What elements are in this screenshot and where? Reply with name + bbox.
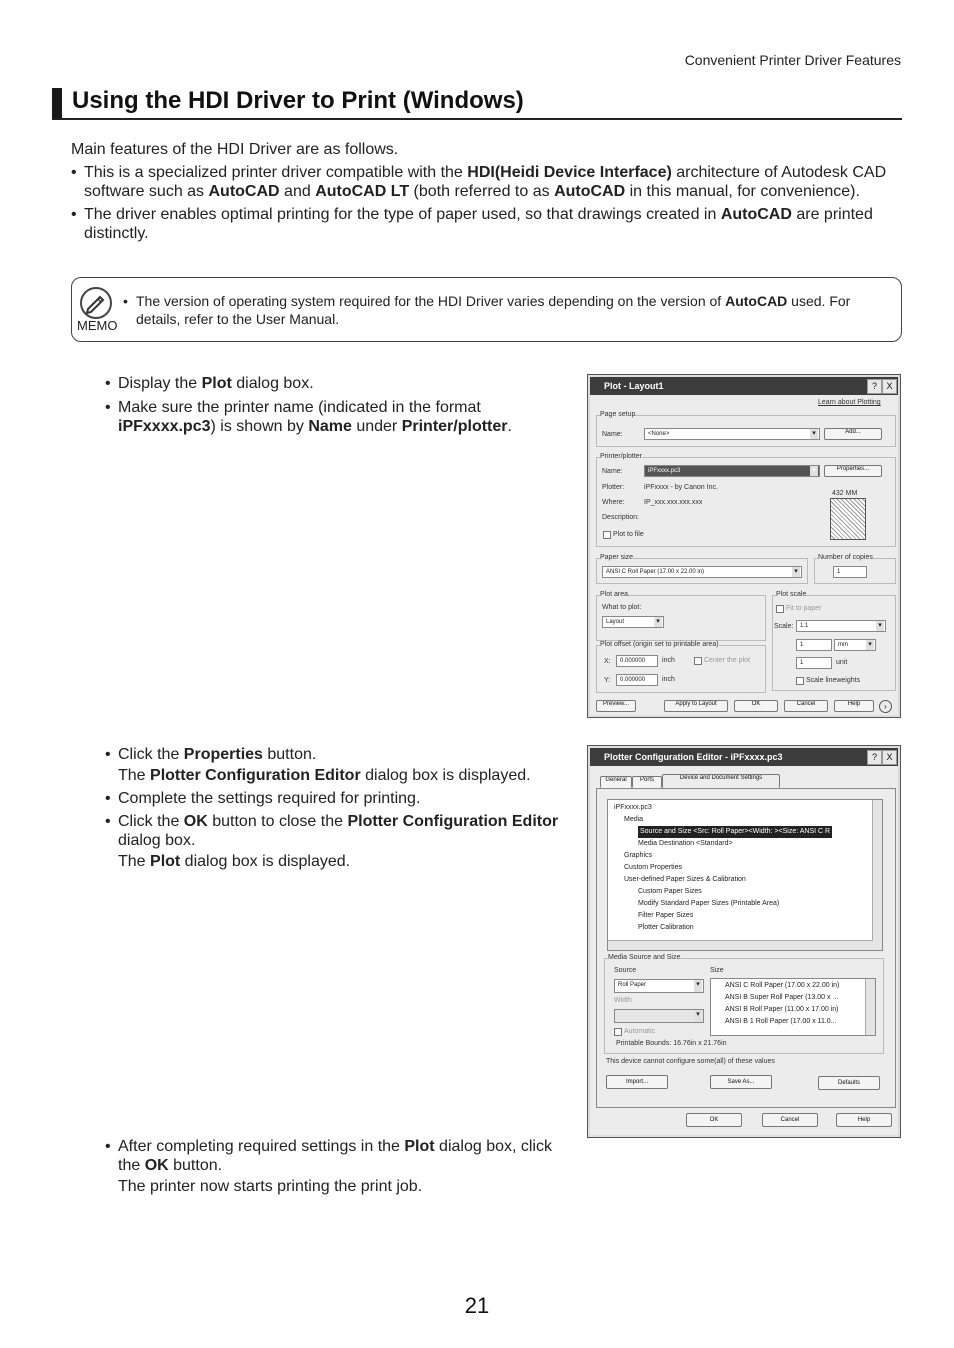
learn-link[interactable]: Learn about Plotting [818, 399, 881, 406]
size-item[interactable]: ANSI B Super Roll Paper (13.00 x ... [725, 994, 839, 1001]
size-item[interactable]: ANSI B Roll Paper (11.00 x 17.00 in) [725, 1006, 839, 1013]
printer-name-select[interactable]: iPFxxxx.pc3 ▾ [644, 465, 820, 477]
page-setup-name-label: Name: [602, 431, 623, 438]
step2-bullet-3-result: The Plot dialog box is displayed. [118, 853, 351, 870]
printer-plotter-label: Printer/plotter [600, 453, 643, 460]
scale-lineweights-label: Scale lineweights [806, 677, 861, 684]
what-to-plot-label: What to plot: [602, 604, 642, 611]
size-list-scrollbar[interactable] [865, 979, 875, 1035]
preview-button[interactable]: Preview... [596, 700, 636, 712]
printer-name-label: Name: [602, 468, 623, 475]
cannot-configure-note: This device cannot configure some(all) of these values [606, 1058, 775, 1065]
plot-to-file-checkbox[interactable] [603, 531, 611, 539]
plot-scale-label: Plot scale [776, 591, 807, 598]
width-select [614, 1009, 704, 1023]
plot-area-label: Plot area [600, 591, 629, 598]
plotter-config-editor-screenshot [587, 745, 901, 1138]
running-head: Convenient Printer Driver Features [684, 52, 901, 68]
intro-lead: Main features of the HDI Driver are as follows. [71, 141, 399, 158]
defaults-button[interactable]: Defaults [818, 1076, 880, 1090]
unit-label: unit [836, 659, 848, 666]
center-plot-label: Center the plot [704, 657, 750, 664]
step2-bullet-1: • Click the Properties button. [105, 745, 565, 764]
plot-to-file-label: Plot to file [613, 531, 644, 538]
fit-to-paper-checkbox[interactable] [776, 605, 784, 613]
help-dialog-button[interactable]: Help [834, 700, 874, 712]
automatic-checkbox [614, 1028, 622, 1036]
tree-item-graphics[interactable]: Graphics [624, 852, 653, 859]
scale-denominator-input[interactable]: 1 [796, 657, 832, 669]
save-as-button[interactable]: Save As... [710, 1075, 772, 1089]
add-button[interactable]: Add... [824, 428, 882, 440]
tree-item-plotter-calibration[interactable]: Plotter Calibration [638, 924, 694, 931]
size-label: Size [710, 967, 724, 974]
step2-bullet-1-result: The Plotter Configuration Editor dialog box is displayed. [118, 767, 531, 784]
scale-select[interactable]: 1:1 ▾ [796, 620, 886, 632]
step2-text [105, 745, 565, 871]
plotter-value: iPFxxxx - by Canon Inc. [644, 484, 718, 491]
center-plot-checkbox[interactable] [694, 657, 702, 665]
y-offset-input[interactable]: 0.000000 [616, 674, 658, 686]
step3-result: The printer now starts printing the print job. [118, 1178, 423, 1195]
pce-help-button[interactable]: ? [867, 750, 882, 765]
page-setup-name-select[interactable]: <None> ▾ [644, 428, 820, 440]
scale-unit-select[interactable]: mm ▾ [834, 639, 876, 651]
cancel-button[interactable]: Cancel [784, 700, 828, 712]
x-offset-unit: inch [662, 657, 675, 664]
printable-bounds: Printable Bounds: 16.76in x 21.76in [616, 1040, 727, 1047]
step2-bullet-3: • Click the OK button to close the Plotter Configuration Editor dialog box. [105, 812, 565, 850]
y-offset-unit: inch [662, 676, 675, 683]
scale-lineweights-checkbox[interactable] [796, 677, 804, 685]
title-accent-bar [52, 88, 62, 118]
tree-item-media[interactable]: Media [624, 816, 644, 823]
what-to-plot-select[interactable]: Layout ▾ [602, 616, 664, 628]
tree-item-source-size[interactable]: Source and Size <Src: Roll Paper><Width: ><Size: ANSI C R [638, 826, 832, 838]
step3-bullet: • After completing required settings in the Plot dialog box, click the OK button. [105, 1137, 565, 1175]
x-offset-input[interactable]: 0.000000 [616, 655, 658, 667]
expand-arrow-icon[interactable]: › [879, 700, 892, 713]
source-label: Source [614, 967, 637, 974]
automatic-label: Automatic [624, 1028, 656, 1035]
tree-item-modify-standard[interactable]: Modify Standard Paper Sizes (Printable Area) [638, 900, 780, 907]
size-item[interactable]: ANSI B 1 Roll Paper (17.00 x 11.0... [725, 1018, 837, 1025]
tab-device-settings[interactable]: Device and Document Settings [662, 774, 780, 788]
copies-label: Number of copies [818, 554, 873, 561]
plot-dialog-screenshot [587, 374, 901, 718]
memo-text: • The version of operating system required for the HDI Driver varies depending on the version of AutoCAD used. For details, refer to the User Manual. [123, 292, 896, 328]
where-label: Where: [602, 499, 625, 506]
memo-label: MEMO [77, 318, 118, 333]
pce-help-dialog-button[interactable]: Help [836, 1113, 892, 1127]
pce-close-button[interactable]: X [882, 750, 897, 765]
pce-dialog-title: Plotter Configuration Editor - iPFxxxx.pc3 [590, 748, 898, 766]
tree-item-filter-paper[interactable]: Filter Paper Sizes [638, 912, 694, 919]
apply-to-layout-button[interactable]: Apply to Layout [664, 700, 728, 712]
plotter-label: Plotter: [602, 484, 625, 491]
step1-bullet-1: • Display the Plot dialog box. [105, 374, 545, 393]
page-number: 21 [464, 1293, 490, 1318]
properties-button[interactable]: Properties... [824, 465, 882, 477]
tree-horizontal-scrollbar[interactable] [608, 940, 882, 950]
description-label: Description: [602, 514, 639, 521]
tree-item-media-destination[interactable]: Media Destination <Standard> [638, 840, 733, 847]
pce-ok-button[interactable]: OK [686, 1113, 742, 1127]
tree-item-custom-paper-sizes[interactable]: Custom Paper Sizes [638, 888, 702, 895]
page-title: Using the HDI Driver to Print (Windows) [72, 87, 524, 114]
fit-to-paper-label: Fit to paper [786, 605, 822, 612]
step3-text [105, 1137, 565, 1196]
tree-item-root[interactable]: iPFxxxx.pc3 [614, 804, 652, 811]
where-value: IP_xxx.xxx.xxx.xxx [644, 499, 703, 506]
ok-button[interactable]: OK [734, 700, 778, 712]
import-button[interactable]: Import... [606, 1075, 668, 1089]
step1-bullet-2: • Make sure the printer name (indicated in the format iPFxxxx.pc3) is shown by Name under Printer/plotter. [105, 398, 545, 436]
step2-bullet-2: • Complete the settings required for printing. [105, 789, 565, 808]
width-label: Width [614, 997, 632, 1004]
tab-ports[interactable]: Ports [632, 776, 662, 788]
x-offset-label: X: [604, 658, 611, 665]
size-item[interactable]: ANSI C Roll Paper (17.00 x 22.00 in) [725, 982, 840, 989]
copies-input[interactable]: 1 [833, 566, 867, 578]
settings-tree[interactable] [607, 799, 883, 951]
scale-numerator-input[interactable]: 1 [796, 639, 832, 651]
intro-section [71, 140, 891, 243]
title-rule [52, 118, 902, 120]
y-offset-label: Y: [604, 677, 611, 684]
tree-vertical-scrollbar[interactable] [872, 800, 882, 941]
intro-bullet-1: • This is a specialized printer driver compatible with the HDI(Heidi Device Interface) architecture of Autodesk CAD software such as AutoCAD and AutoCAD LT (both referred to as AutoCAD in this manual, for convenience). [71, 163, 891, 201]
media-source-size-label: Media Source and Size [608, 954, 681, 961]
tree-item-user-defined[interactable]: User-defined Paper Sizes & Calibration [624, 876, 746, 883]
preview-dimension: 432 MM [832, 490, 858, 497]
step1-text [105, 374, 545, 436]
plot-offset-label: Plot offset (origin set to printable area) [600, 641, 719, 648]
plot-dialog-title: Plot - Layout1 [590, 377, 898, 395]
paper-size-label: Paper size [600, 554, 634, 561]
tree-item-custom-properties[interactable]: Custom Properties [624, 864, 682, 871]
tab-general[interactable]: General [600, 776, 632, 788]
source-select[interactable]: Roll Paper ▾ [614, 979, 704, 993]
pce-cancel-button[interactable]: Cancel [762, 1113, 818, 1127]
size-list[interactable] [710, 978, 876, 1036]
pencil-icon [80, 287, 112, 319]
help-button[interactable]: ? [867, 379, 882, 394]
close-button[interactable]: X [882, 379, 897, 394]
page-setup-label: Page setup [600, 411, 636, 418]
paper-size-select[interactable]: ANSI C Roll Paper (17.00 x 22.00 in) ▾ [602, 566, 802, 578]
scale-label: Scale: [774, 623, 794, 630]
intro-bullet-2: • The driver enables optimal printing for the type of paper used, so that drawings created in AutoCAD are printed distinctly. [71, 205, 891, 243]
paper-preview [830, 498, 866, 540]
